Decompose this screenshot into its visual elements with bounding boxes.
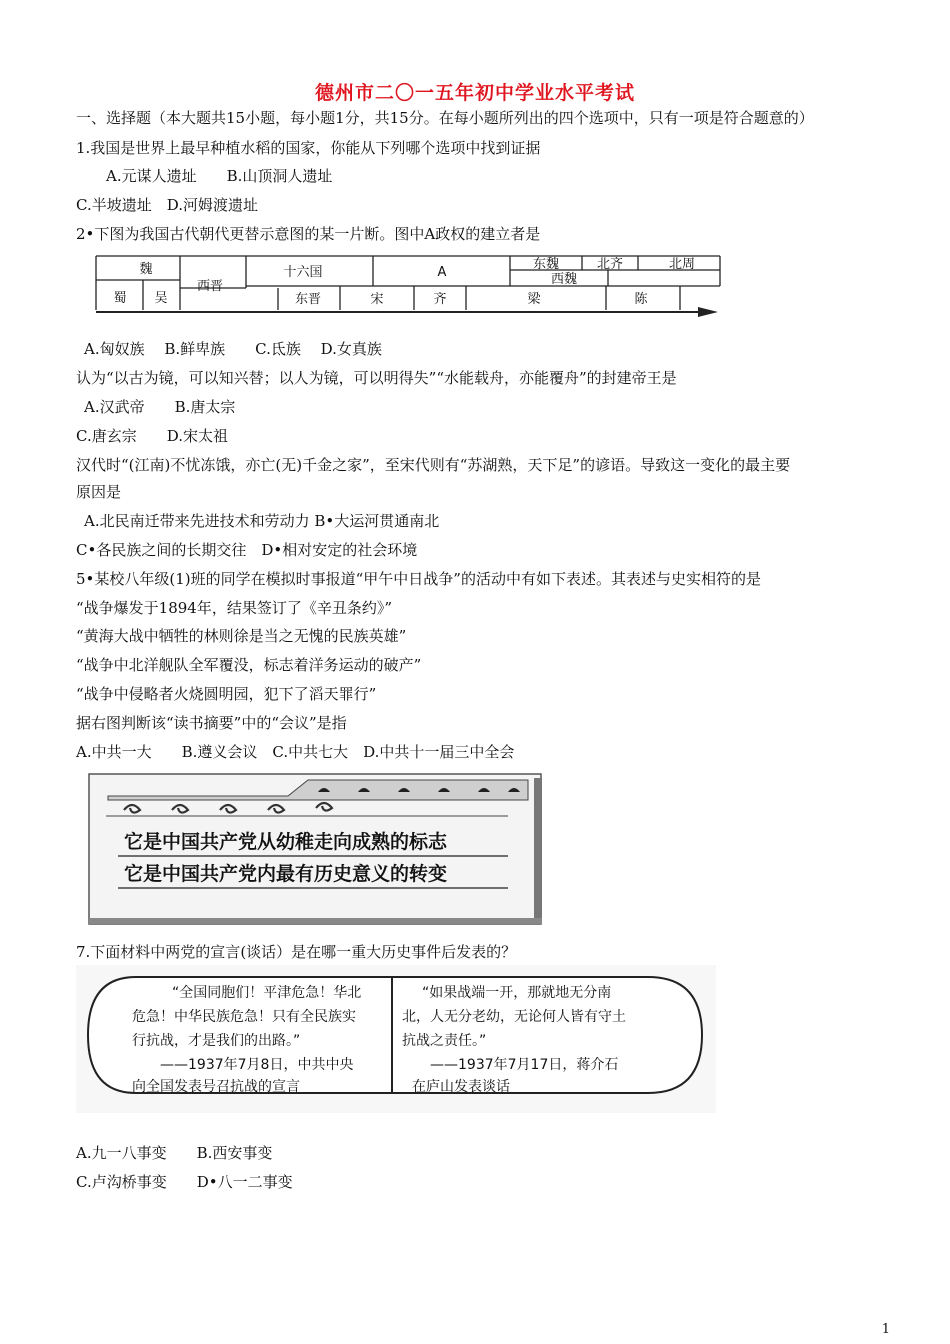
q6-stem: 据右图判断该“读书摘要”中的“会议”是指 — [76, 714, 347, 732]
label-shiliuguo: 十六国 — [283, 265, 323, 280]
right-quote-line-4: ——1937年7月17日，蒋介石 — [430, 1057, 619, 1073]
q7-stem: 7.下面材料中两党的宣言(谈话）是在哪一重大历史事件后发表的？ — [76, 943, 517, 961]
label-xiwei: 西魏 — [550, 272, 578, 287]
left-quote-line-5: 向全国发表号召抗战的宣言 — [132, 1079, 300, 1095]
label-dongwei: 东魏 — [532, 257, 560, 272]
q4-stem-line2: 原因是 — [76, 483, 122, 501]
left-quote-line-4: ——1937年7月8日，中共中央 — [160, 1057, 354, 1073]
label-wu: 吴 — [154, 291, 168, 306]
label-chen: 陈 — [634, 292, 648, 307]
card-line-2: 它是中国共产党内最有历史意义的转变 — [124, 863, 448, 885]
q5-stem: 5•某校八年级(1)班的同学在模拟时事报道“甲午中日战争”的活动中有如下表述。其表述与史实相符的是 — [76, 570, 761, 588]
q3-options-cd: C.唐玄宗 D.宋太祖 — [76, 427, 228, 445]
q5-statement-3: “战争中北洋舰队全军覆没，标志着洋务运动的破产” — [76, 656, 422, 674]
label-song: 宋 — [370, 292, 384, 307]
label-xijin: 西晋 — [196, 279, 224, 294]
q6-options: A.中共一大 B.遵义会议 C.中共七大 D.中共十一届三中全会 — [76, 743, 515, 761]
right-quote-line-1: “如果战端一开，那就地无分南 — [422, 985, 612, 1001]
q7-options-ab: A.九一八事变 B.西安事变 — [76, 1144, 273, 1162]
q4-options-cd: C•各民族之间的长期交往 D•相对安定的社会环境 — [76, 541, 418, 559]
q7-options-cd: C.卢沟桥事变 D•八一二事变 — [76, 1173, 293, 1191]
q2-options: A.匈奴族 B.鲜卑族 C.氐族 D.女真族 — [84, 340, 382, 358]
q3-options-ab: A.汉武帝 B.唐太宗 — [84, 398, 236, 416]
label-beiqi: 北齐 — [596, 257, 624, 272]
label-qi: 齐 — [433, 292, 447, 307]
section-header: 一、选择题（本大题共15小题，每小题1分，共15分。在每小题所列出的四个选项中，只有一项是符合题意的） — [76, 109, 814, 127]
label-a: A — [437, 265, 447, 280]
label-dongjin: 东晋 — [294, 292, 322, 307]
label-wei: 魏 — [139, 262, 153, 277]
right-quote-line-2: 北，人无分老幼，无论何人皆有守土 — [402, 1009, 626, 1025]
left-quote-line-2: 危急！中华民族危急！只有全民族实 — [132, 1009, 356, 1025]
q5-statement-4: “战争中侵略者火烧圆明园，犯下了滔天罪行” — [76, 685, 377, 703]
right-quote-line-3: 抗战之责任。” — [402, 1033, 487, 1049]
q4-options-ab: A.北民南迁带来先进技术和劳动力 B•大运河贯通南北 — [84, 512, 440, 530]
right-quote-line-5: 在庐山发表谈话 — [412, 1079, 510, 1095]
label-liang: 梁 — [527, 292, 541, 307]
q1-options-cd: C.半坡遗址 D.河姆渡遗址 — [76, 196, 258, 214]
two-party-statements-figure — [76, 965, 716, 1113]
q5-statement-2: “黄海大战中牺牲的林则徐是当之无愧的民族英雄” — [76, 627, 407, 645]
q1-options-ab: A.元谋人遗址 B.山顶洞人遗址 — [106, 167, 333, 185]
q5-statement-1: “战争爆发于1894年，结果签订了《辛丑条约》” — [76, 599, 393, 617]
page-title: 德州市二〇一五年初中学业水平考试 — [314, 82, 635, 104]
reading-summary-card — [88, 772, 548, 930]
left-quote-line-1: “全国同胞们！平津危急！华北 — [172, 985, 362, 1001]
q3-stem: 认为“以古为镜，可以知兴替；以人为镜，可以明得失”“水能载舟，亦能覆舟”的封建帝王是 — [76, 369, 677, 387]
label-beizhou: 北周 — [668, 257, 696, 272]
card-line-1: 它是中国共产党从幼稚走向成熟的标志 — [124, 831, 448, 853]
dynasty-timeline-diagram — [88, 252, 728, 328]
left-quote-line-3: 行抗战，才是我们的出路。” — [132, 1033, 301, 1049]
label-shu: 蜀 — [113, 291, 127, 306]
page-number: 1 — [881, 1322, 890, 1337]
q1-stem: 1.我国是世界上最早种植水稻的国家，你能从下列哪个选项中找到证据 — [76, 139, 541, 157]
q4-stem-line1: 汉代时“(江南)不忧冻饿，亦亡(无)千金之家”，至宋代则有“苏湖熟，天下足”的谚语。导致这一变化的最主要 — [76, 456, 791, 474]
q2-stem: 2•下图为我国古代朝代更替示意图的某一片断。图中A政权的建立者是 — [76, 225, 541, 243]
